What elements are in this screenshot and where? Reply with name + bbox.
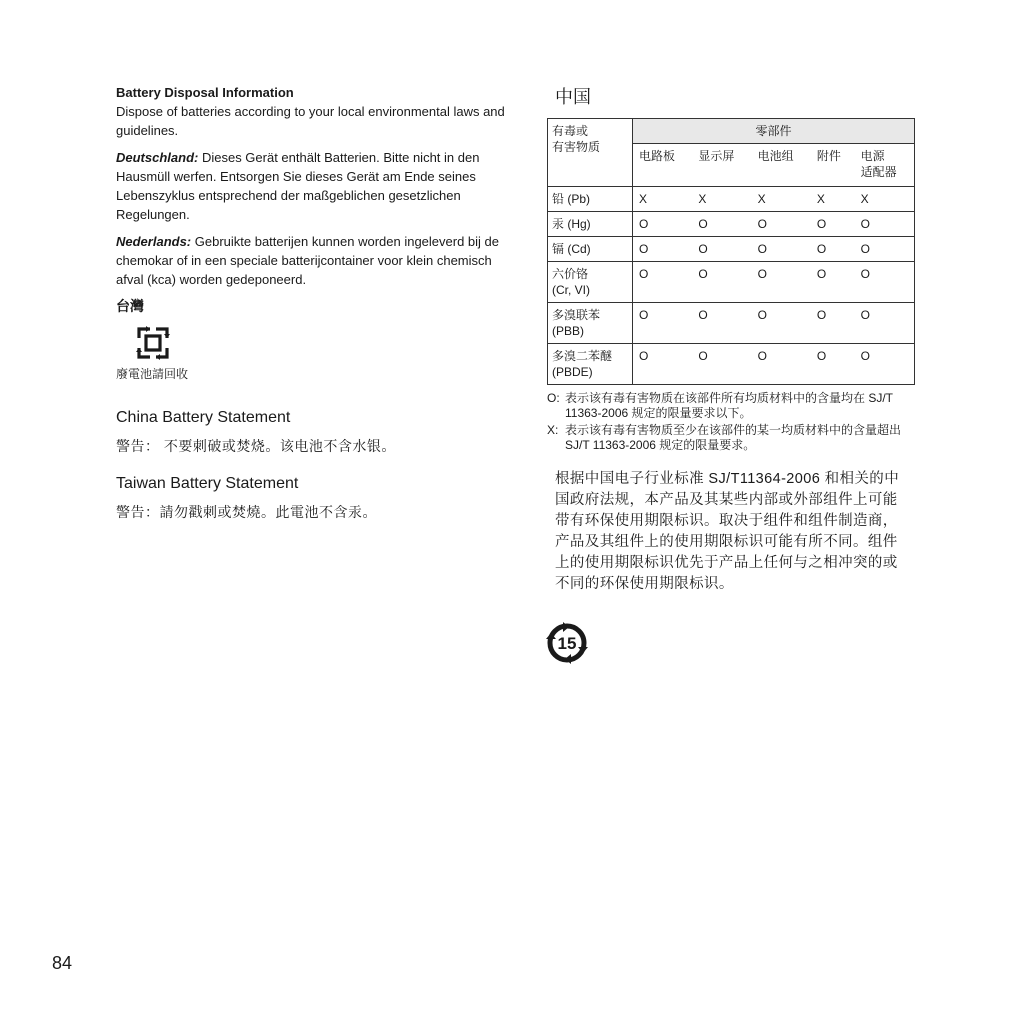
table-cell: O (811, 262, 855, 303)
substance-name: 汞 (Hg) (548, 212, 633, 237)
table-cell: O (633, 262, 693, 303)
deutschland-text: Dieses Gerät enthält Batterien. Bitte nicht in den Hausmüll werfen. Entsorgen Sie dieses Gerät am Ende seines Lebenszyklus entsprechend der maßgeblichen gesetzlichen Regelungen. (116, 150, 480, 222)
table-header-row (548, 119, 915, 144)
left-column (116, 83, 512, 522)
table-cell: O (692, 344, 751, 385)
china-battery-title: China Battery Statement (116, 409, 291, 426)
disposal-text: Dispose of batteries according to your local environmental laws and guidelines. (116, 104, 505, 138)
table-cell: O (752, 237, 811, 262)
table-cell: X (752, 187, 811, 212)
column-header: 电路板 (633, 144, 693, 187)
hazardous-substance-table (547, 118, 915, 385)
recycle-battery-icon (136, 326, 172, 362)
table-cell: O (811, 237, 855, 262)
table-cell: O (692, 237, 751, 262)
legend-text: 表示该有毒有害物质在该部件所有均质材料中的含量均在 SJ/T 11363-2006 规定的限量要求以下。 (565, 391, 893, 420)
table-cell: O (855, 344, 915, 385)
table-cell: O (811, 344, 855, 385)
table-row (548, 344, 915, 385)
table-cell: O (692, 262, 751, 303)
table-cell: O (633, 212, 693, 237)
taiwan-battery-text: 警告：請勿戳刺或焚燒。此電池不含汞。 (116, 504, 377, 520)
legend-text: 表示该有毒有害物质至少在该部件的某一均质材料中的含量超出 SJ/T 11363-2006 规定的限量要求。 (565, 423, 902, 452)
table-corner-header: 有毒或 有害物质 (548, 119, 633, 187)
nederlands-label: Nederlands: (116, 234, 192, 249)
table-cell: O (855, 212, 915, 237)
taiwan-heading: 台灣 (116, 298, 144, 314)
table-cell: O (752, 262, 811, 303)
table-cell: O (855, 262, 915, 303)
disposal-title: Battery Disposal Information (116, 85, 294, 100)
table-cell: X (692, 187, 751, 212)
legend-item (547, 423, 915, 453)
table-cell: O (692, 303, 751, 344)
table-cell: O (633, 303, 693, 344)
column-header: 附件 (811, 144, 855, 187)
column-header: 显示屏 (692, 144, 751, 187)
column-header: 电源 适配器 (855, 144, 915, 187)
table-cell: O (633, 344, 693, 385)
table-cell: X (855, 187, 915, 212)
table-legend (547, 391, 915, 453)
table-row (548, 187, 915, 212)
table-cell: O (752, 303, 811, 344)
page-number: 84 (52, 953, 73, 973)
substance-name: 六价铬 (Cr, VI) (548, 262, 633, 303)
china-battery-text: 警告： 不要刺破或焚烧。该电池不含水银。 (116, 438, 396, 454)
table-row (548, 237, 915, 262)
substance-name: 铅 (Pb) (548, 187, 633, 212)
nederlands-text: Gebruikte batterijen kunnen worden ingeleverd bij de chemokar of in een speciale batterijcontainer voor klein chemisch afval (kca) worden gedeponeerd. (116, 234, 500, 287)
table-cell: O (855, 303, 915, 344)
deutschland-label: Deutschland: (116, 150, 199, 165)
table-row (548, 262, 915, 303)
nederlands-section (116, 232, 512, 289)
table-cell: O (752, 212, 811, 237)
recycle-caption: 廢電池請回收 (116, 367, 189, 381)
table-cell: O (811, 303, 855, 344)
legend-key: O: (547, 391, 560, 405)
table-cell: O (752, 344, 811, 385)
legend-item (547, 391, 915, 421)
disposal-section (116, 83, 512, 140)
substance-name: 多溴联苯 (PBB) (548, 303, 633, 344)
substance-name: 镉 (Cd) (548, 237, 633, 262)
table-row (548, 212, 915, 237)
table-cell: O (811, 212, 855, 237)
column-header: 电池组 (752, 144, 811, 187)
right-column (547, 83, 915, 667)
legend-key: X: (547, 423, 559, 437)
china-heading: 中国 (555, 87, 591, 107)
table-cell: O (692, 212, 751, 237)
table-cell: O (855, 237, 915, 262)
table-cell: X (811, 187, 855, 212)
table-cell: X (633, 187, 693, 212)
table-cell: O (633, 237, 693, 262)
parts-group-header: 零部件 (633, 119, 915, 144)
epup-number: 15 (557, 634, 577, 653)
table-row (548, 303, 915, 344)
substance-name: 多溴二苯醚 (PBDE) (548, 344, 633, 385)
epup-paragraph: 根据中国电子行业标准 SJ/T11364-2006 和相关的中国政府法规，本产品及其某些内部或外部组件上可能带有环保使用期限标识。取决于组件和组件制造商，产品及其组件上的使用期限标识可能有所不同。组件上的使用期限标识优先于产品上任何与之相冲突的或不同的环保使用期限标识。 (555, 471, 900, 592)
taiwan-battery-title: Taiwan Battery Statement (116, 475, 299, 492)
epup-15-icon (543, 619, 591, 667)
deutschland-section (116, 148, 512, 224)
